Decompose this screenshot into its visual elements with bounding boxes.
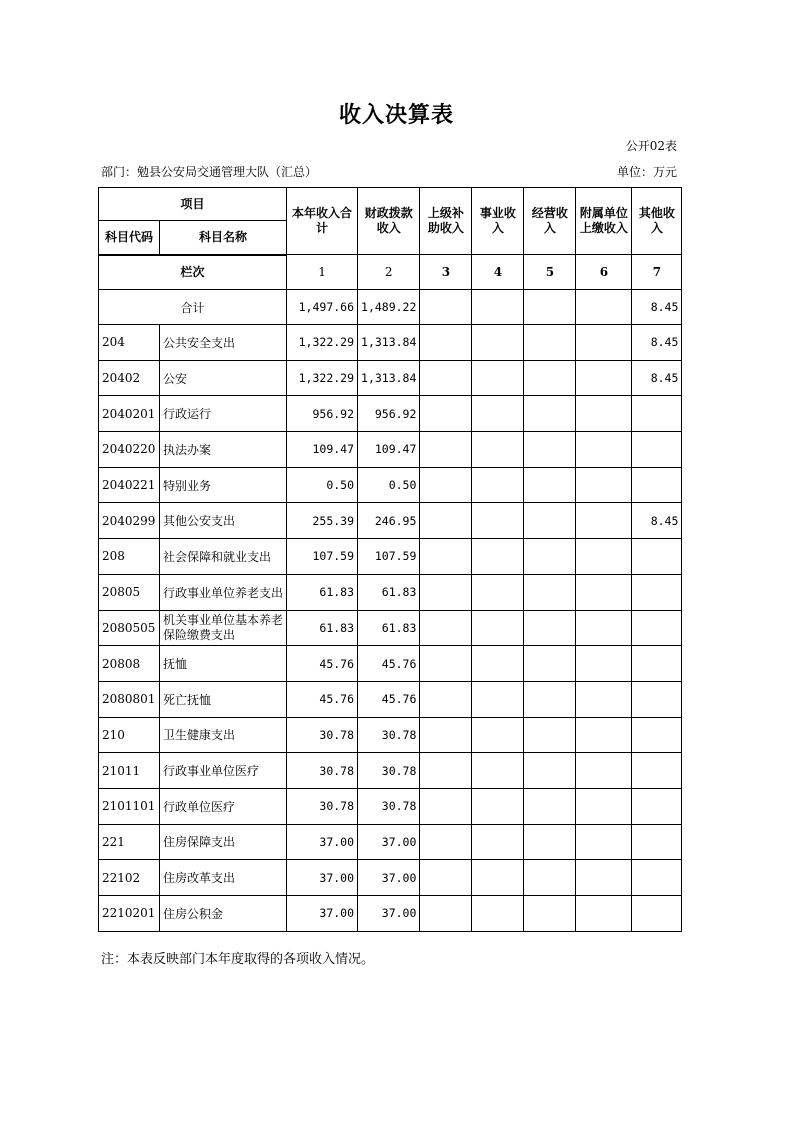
subject-code: 210 xyxy=(99,717,160,753)
table-row xyxy=(99,360,682,396)
amount-cell: 246.95 xyxy=(358,503,420,539)
subject-name: 行政运行 xyxy=(160,396,287,432)
header-total: 本年收入合计 xyxy=(287,188,358,255)
amount-cell xyxy=(524,396,576,432)
column-index-label: 栏次 xyxy=(99,255,287,290)
amount-cell xyxy=(632,860,682,896)
amount-cell: 1,313.84 xyxy=(358,325,420,361)
subject-name: 行政事业单位养老支出 xyxy=(160,574,287,610)
amount-cell xyxy=(472,467,524,503)
subject-code: 208 xyxy=(99,539,160,575)
amount-cell xyxy=(576,753,632,789)
amount-cell xyxy=(472,681,524,717)
unit-label: 单位：万元 xyxy=(616,165,677,179)
amount-cell xyxy=(632,681,682,717)
amount-cell xyxy=(576,360,632,396)
amount-cell xyxy=(632,896,682,932)
amount-cell: 37.00 xyxy=(358,860,420,896)
table-row xyxy=(99,681,682,717)
subject-name: 死亡抚恤 xyxy=(160,681,287,717)
amount-cell xyxy=(632,396,682,432)
amount-cell: 37.00 xyxy=(287,896,358,932)
amount-cell: 30.78 xyxy=(358,788,420,824)
amount-cell xyxy=(472,753,524,789)
amount-cell: 109.47 xyxy=(358,432,420,468)
subject-name: 特别业务 xyxy=(160,467,287,503)
subject-code: 2080801 xyxy=(99,681,160,717)
column-index: 6 xyxy=(576,255,632,290)
table-row xyxy=(99,503,682,539)
table-row xyxy=(99,325,682,361)
amount-cell xyxy=(420,325,472,361)
amount-cell xyxy=(632,574,682,610)
amount-cell xyxy=(576,860,632,896)
amount-cell: 1,313.84 xyxy=(358,360,420,396)
total-value: 1,489.22 xyxy=(358,290,420,325)
amount-cell xyxy=(576,503,632,539)
amount-cell: 107.59 xyxy=(287,539,358,575)
amount-cell xyxy=(472,610,524,646)
table-row xyxy=(99,860,682,896)
amount-cell xyxy=(524,360,576,396)
total-label: 合计 xyxy=(99,290,287,325)
amount-cell xyxy=(576,396,632,432)
amount-cell: 0.50 xyxy=(358,467,420,503)
column-index: 3 xyxy=(420,255,472,290)
amount-cell xyxy=(420,753,472,789)
table-row xyxy=(99,753,682,789)
header-business: 事业收入 xyxy=(472,188,524,255)
subject-name: 机关事业单位基本养老保险缴费支出 xyxy=(160,610,287,646)
table-row xyxy=(99,574,682,610)
subject-name: 公安 xyxy=(160,360,287,396)
table-row xyxy=(99,896,682,932)
amount-cell xyxy=(472,396,524,432)
column-index: 1 xyxy=(287,255,358,290)
amount-cell xyxy=(524,467,576,503)
amount-cell xyxy=(524,860,576,896)
subject-code: 20402 xyxy=(99,360,160,396)
amount-cell xyxy=(472,860,524,896)
amount-cell xyxy=(576,610,632,646)
amount-cell: 45.76 xyxy=(287,646,358,682)
amount-cell xyxy=(524,681,576,717)
amount-cell xyxy=(524,824,576,860)
amount-cell xyxy=(576,325,632,361)
header-operating: 经营收入 xyxy=(524,188,576,255)
total-value xyxy=(420,290,472,325)
amount-cell xyxy=(524,503,576,539)
amount-cell xyxy=(420,360,472,396)
amount-cell xyxy=(472,646,524,682)
subject-name: 住房公积金 xyxy=(160,896,287,932)
form-code: 公开02表 xyxy=(625,139,677,153)
department-label: 部门：勉县公安局交通管理大队（汇总） xyxy=(101,165,318,179)
amount-cell xyxy=(472,360,524,396)
amount-cell xyxy=(420,610,472,646)
amount-cell xyxy=(524,896,576,932)
amount-cell: 109.47 xyxy=(287,432,358,468)
amount-cell xyxy=(632,753,682,789)
amount-cell xyxy=(472,824,524,860)
amount-cell xyxy=(576,824,632,860)
amount-cell xyxy=(524,610,576,646)
amount-cell xyxy=(524,717,576,753)
amount-cell xyxy=(632,824,682,860)
footnote: 注：本表反映部门本年度取得的各项收入情况。 xyxy=(101,952,375,967)
amount-cell xyxy=(472,539,524,575)
amount-cell: 1,322.29 xyxy=(287,360,358,396)
amount-cell xyxy=(576,681,632,717)
subject-name: 住房改革支出 xyxy=(160,860,287,896)
amount-cell xyxy=(524,753,576,789)
amount-cell xyxy=(420,574,472,610)
amount-cell xyxy=(632,788,682,824)
amount-cell: 37.00 xyxy=(358,896,420,932)
table-row xyxy=(99,432,682,468)
header-fiscal: 财政拨款收入 xyxy=(358,188,420,255)
amount-cell xyxy=(524,325,576,361)
subject-code: 2040299 xyxy=(99,503,160,539)
amount-cell: 0.50 xyxy=(287,467,358,503)
amount-cell xyxy=(576,646,632,682)
table-row xyxy=(99,396,682,432)
table-row xyxy=(99,824,682,860)
subject-code: 20805 xyxy=(99,574,160,610)
subject-code: 22102 xyxy=(99,860,160,896)
column-index: 4 xyxy=(472,255,524,290)
amount-cell: 30.78 xyxy=(358,753,420,789)
amount-cell xyxy=(576,432,632,468)
amount-cell: 37.00 xyxy=(287,860,358,896)
amount-cell: 37.00 xyxy=(287,824,358,860)
amount-cell: 45.76 xyxy=(358,681,420,717)
column-index: 7 xyxy=(632,255,682,290)
amount-cell xyxy=(524,539,576,575)
table-row xyxy=(99,467,682,503)
subject-name: 行政事业单位医疗 xyxy=(160,753,287,789)
amount-cell: 30.78 xyxy=(287,788,358,824)
subject-code: 204 xyxy=(99,325,160,361)
amount-cell xyxy=(576,574,632,610)
amount-cell: 8.45 xyxy=(632,360,682,396)
amount-cell: 1,322.29 xyxy=(287,325,358,361)
amount-cell xyxy=(632,467,682,503)
amount-cell xyxy=(420,396,472,432)
amount-cell xyxy=(472,503,524,539)
table-row xyxy=(99,646,682,682)
amount-cell xyxy=(420,467,472,503)
amount-cell xyxy=(576,467,632,503)
total-value: 1,497.66 xyxy=(287,290,358,325)
amount-cell xyxy=(576,539,632,575)
amount-cell: 61.83 xyxy=(358,610,420,646)
subject-name: 抚恤 xyxy=(160,646,287,682)
amount-cell xyxy=(632,717,682,753)
amount-cell xyxy=(420,896,472,932)
subject-name: 其他公安支出 xyxy=(160,503,287,539)
subject-name: 住房保障支出 xyxy=(160,824,287,860)
total-row xyxy=(99,290,682,325)
total-value xyxy=(524,290,576,325)
subject-name: 执法办案 xyxy=(160,432,287,468)
total-value xyxy=(576,290,632,325)
income-table xyxy=(98,187,682,932)
amount-cell: 61.83 xyxy=(358,574,420,610)
amount-cell xyxy=(420,788,472,824)
header-name: 科目名称 xyxy=(160,221,287,255)
subject-code: 2040201 xyxy=(99,396,160,432)
subject-name: 行政单位医疗 xyxy=(160,788,287,824)
subject-name: 社会保障和就业支出 xyxy=(160,539,287,575)
subject-code: 2080505 xyxy=(99,610,160,646)
amount-cell xyxy=(632,610,682,646)
header-project: 项目 xyxy=(99,188,287,221)
amount-cell xyxy=(472,325,524,361)
amount-cell: 956.92 xyxy=(358,396,420,432)
table-row xyxy=(99,539,682,575)
amount-cell: 8.45 xyxy=(632,325,682,361)
page-title: 收入决算表 xyxy=(338,102,454,128)
amount-cell: 45.76 xyxy=(358,646,420,682)
amount-cell xyxy=(576,788,632,824)
header-superior: 上级补助收入 xyxy=(420,188,472,255)
amount-cell: 255.39 xyxy=(287,503,358,539)
table-row xyxy=(99,717,682,753)
amount-cell: 61.83 xyxy=(287,574,358,610)
amount-cell: 61.83 xyxy=(287,610,358,646)
amount-cell: 30.78 xyxy=(287,717,358,753)
subject-code: 20808 xyxy=(99,646,160,682)
amount-cell xyxy=(524,432,576,468)
amount-cell xyxy=(472,574,524,610)
amount-cell: 107.59 xyxy=(358,539,420,575)
amount-cell: 30.78 xyxy=(358,717,420,753)
amount-cell xyxy=(632,432,682,468)
amount-cell xyxy=(420,432,472,468)
amount-cell xyxy=(420,646,472,682)
subject-code: 2040220 xyxy=(99,432,160,468)
amount-cell xyxy=(576,717,632,753)
header-other: 其他收入 xyxy=(632,188,682,255)
table-row xyxy=(99,610,682,646)
subject-code: 2101101 xyxy=(99,788,160,824)
amount-cell xyxy=(420,503,472,539)
subject-code: 21011 xyxy=(99,753,160,789)
amount-cell xyxy=(420,681,472,717)
amount-cell: 30.78 xyxy=(287,753,358,789)
subject-name: 卫生健康支出 xyxy=(160,717,287,753)
amount-cell xyxy=(524,788,576,824)
amount-cell xyxy=(420,717,472,753)
amount-cell: 37.00 xyxy=(358,824,420,860)
amount-cell: 956.92 xyxy=(287,396,358,432)
subject-code: 2210201 xyxy=(99,896,160,932)
amount-cell xyxy=(472,717,524,753)
amount-cell xyxy=(632,646,682,682)
column-index: 2 xyxy=(358,255,420,290)
amount-cell xyxy=(420,824,472,860)
header-code: 科目代码 xyxy=(99,221,160,255)
amount-cell xyxy=(576,896,632,932)
amount-cell xyxy=(524,646,576,682)
subject-code: 2040221 xyxy=(99,467,160,503)
total-value xyxy=(472,290,524,325)
amount-cell: 8.45 xyxy=(632,503,682,539)
column-index: 5 xyxy=(524,255,576,290)
subject-name: 公共安全支出 xyxy=(160,325,287,361)
total-value: 8.45 xyxy=(632,290,682,325)
amount-cell xyxy=(472,432,524,468)
subject-code: 221 xyxy=(99,824,160,860)
amount-cell xyxy=(420,539,472,575)
amount-cell xyxy=(472,788,524,824)
header-affiliated: 附属单位上缴收入 xyxy=(576,188,632,255)
table-row xyxy=(99,788,682,824)
amount-cell xyxy=(472,896,524,932)
amount-cell xyxy=(632,539,682,575)
amount-cell xyxy=(524,574,576,610)
amount-cell: 45.76 xyxy=(287,681,358,717)
amount-cell xyxy=(420,860,472,896)
